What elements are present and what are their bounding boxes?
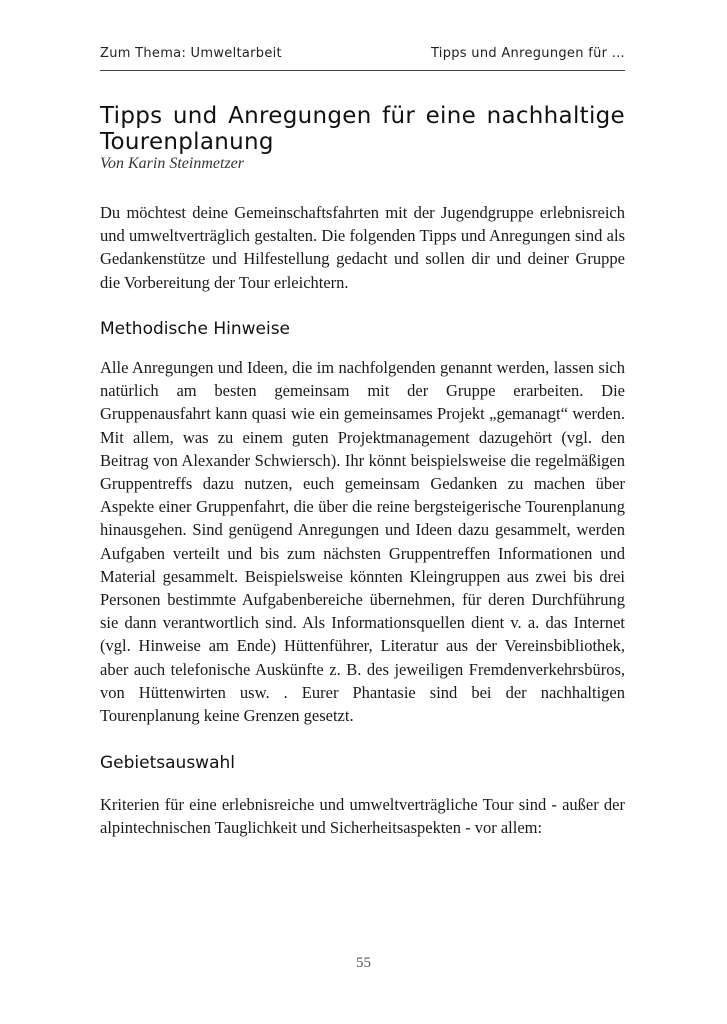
header-divider xyxy=(100,70,625,71)
section-heading-gebietsauswahl: Gebietsauswahl xyxy=(100,753,235,773)
page-number: 55 xyxy=(356,955,371,971)
article-byline: Von Karin Steinmetzer xyxy=(100,155,244,172)
section-heading-methodische-hinweise: Methodische Hinweise xyxy=(100,319,291,339)
running-header-right: Tipps und Anregungen für ... xyxy=(430,46,625,61)
intro-paragraph: Du möchtest deine Gemeinschaftsfahrten mit der Jugendgruppe erlebnisreich und umweltverträglich gestalten. Die folgenden Tipps und Anregungen sind als Gedankenstütze und Hilfestellung gedacht und sollen dir und deiner Gruppe die Vorbereitung der Tour erleichtern. xyxy=(100,203,625,292)
running-header xyxy=(100,46,625,61)
section-body-methodische-hinweise: Alle Anregungen und Ideen, die im nachfolgenden genannt werden, lassen sich natürlich am besten gemeinsam mit der Gruppe erarbeiten. Die Gruppenausfahrt kann quasi wie ein gemeinsames Projekt „gemanagt“ werden. Mit allem, was zu einem guten Projektmanagement dazugehört (vgl. den Beitrag von Alexander Schwiersch). Ihr könnt beispielsweise die regelmäßigen Gruppentreffs dazu nutzen, euch gemeinsam Gedanken zu machen über Aspekte einer Gruppenfahrt, die über die reine bergsteigerische Tourenplanung hinausgehen. Sind genügend Anregungen und Ideen dazu gesammelt, werden Aufgaben verteilt und bis zum nächsten Gruppentreffen Informationen und Material gesammelt. Beispielsweise könnten Kleingruppen aus zwei bis drei Personen bestimmte Aufgabenbereiche übernehmen, für deren Durchführung sie dann verantwortlich sind. Als Informationsquellen dient v. a. das Internet (vgl. Hinweise am Ende) Hüttenführer, Literatur aus der Vereinsbibliothek, aber auch telefonische Auskünfte z. B. des jeweiligen Fremdenverkehrsbüros, von Hüttenwirten usw. . Eurer Phantasie sind bei der nachhaltigen Tourenplanung keine Grenzen gesetzt. xyxy=(100,358,625,726)
section-body-gebietsauswahl: Kriterien für eine erlebnisreiche und umweltverträgliche Tour sind - außer der alpintechnischen Tauglichkeit und Sicherheitsaspekten - vor allem: xyxy=(100,795,625,838)
article-title: Tipps und Anregungen für eine nachhaltige Tourenplanung xyxy=(100,103,625,155)
running-header-left: Zum Thema: Umweltarbeit xyxy=(100,46,282,61)
